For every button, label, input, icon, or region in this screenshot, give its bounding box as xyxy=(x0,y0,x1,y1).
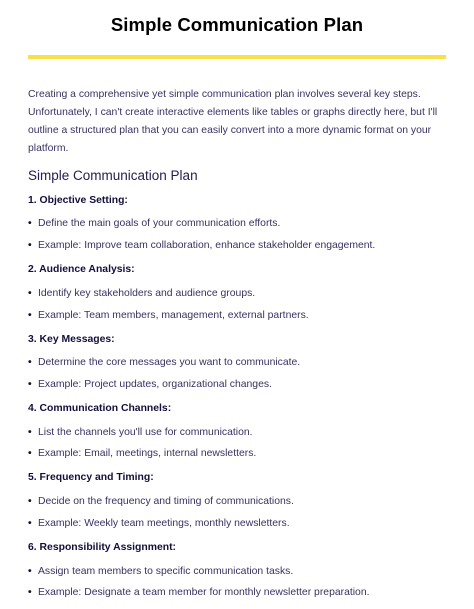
section-1-bullet-2: • Example: Improve team collaboration, enhance stakeholder engagement. xyxy=(28,240,376,251)
section-2-bullet-1: • Identify key stakeholders and audience groups. xyxy=(28,288,256,299)
section-2-bullet-2: • Example: Team members, management, external partners. xyxy=(28,310,309,321)
bullet-icon: • xyxy=(28,427,32,438)
section-3-title: 3. Key Messages: xyxy=(28,334,115,345)
bullet-icon: • xyxy=(28,566,32,577)
section-4-bullet-1: • List the channels you'll use for communication. xyxy=(28,427,253,438)
title-divider xyxy=(28,55,446,59)
section-5-bullet-1: • Decide on the frequency and timing of communications. xyxy=(28,496,294,507)
section-1-title: 1. Objective Setting: xyxy=(28,195,128,206)
bullet-icon: • xyxy=(28,448,32,459)
section-heading: Simple Communication Plan xyxy=(28,168,198,183)
section-6-title: 6. Responsibility Assignment: xyxy=(28,542,176,553)
section-6-bullet-1: • Assign team members to specific communication tasks. xyxy=(28,566,294,577)
bullet-icon: • xyxy=(28,496,32,507)
section-5-title: 5. Frequency and Timing: xyxy=(28,472,154,483)
bullet-icon: • xyxy=(28,218,32,229)
section-6-bullet-2: • Example: Designate a team member for monthly newsletter preparation. xyxy=(28,587,370,598)
section-4-bullet-2: • Example: Email, meetings, internal newsletters. xyxy=(28,448,257,459)
bullet-icon: • xyxy=(28,518,32,529)
intro-paragraph: Creating a comprehensive yet simple communication plan involves several key steps. Unfortunately, I can't create interactive elements like tables or graphs directly here, but I'll outline a structured plan that you can easily convert into a more dynamic format on your platform. xyxy=(28,89,438,154)
bullet-icon: • xyxy=(28,310,32,321)
bullet-icon: • xyxy=(28,357,32,368)
bullet-icon: • xyxy=(28,379,32,390)
section-3-bullet-2: • Example: Project updates, organizational changes. xyxy=(28,379,272,390)
section-5-bullet-2: • Example: Weekly team meetings, monthly newsletters. xyxy=(28,518,290,529)
section-2-title: 2. Audience Analysis: xyxy=(28,264,135,275)
section-4-title: 4. Communication Channels: xyxy=(28,403,172,414)
page-title: Simple Communication Plan xyxy=(110,14,364,35)
section-3-bullet-1: • Determine the core messages you want to communicate. xyxy=(28,357,301,368)
bullet-icon: • xyxy=(28,288,32,299)
bullet-icon: • xyxy=(28,240,32,251)
bullet-icon: • xyxy=(28,587,32,598)
section-1-bullet-1: • Define the main goals of your communication efforts. xyxy=(28,218,281,229)
